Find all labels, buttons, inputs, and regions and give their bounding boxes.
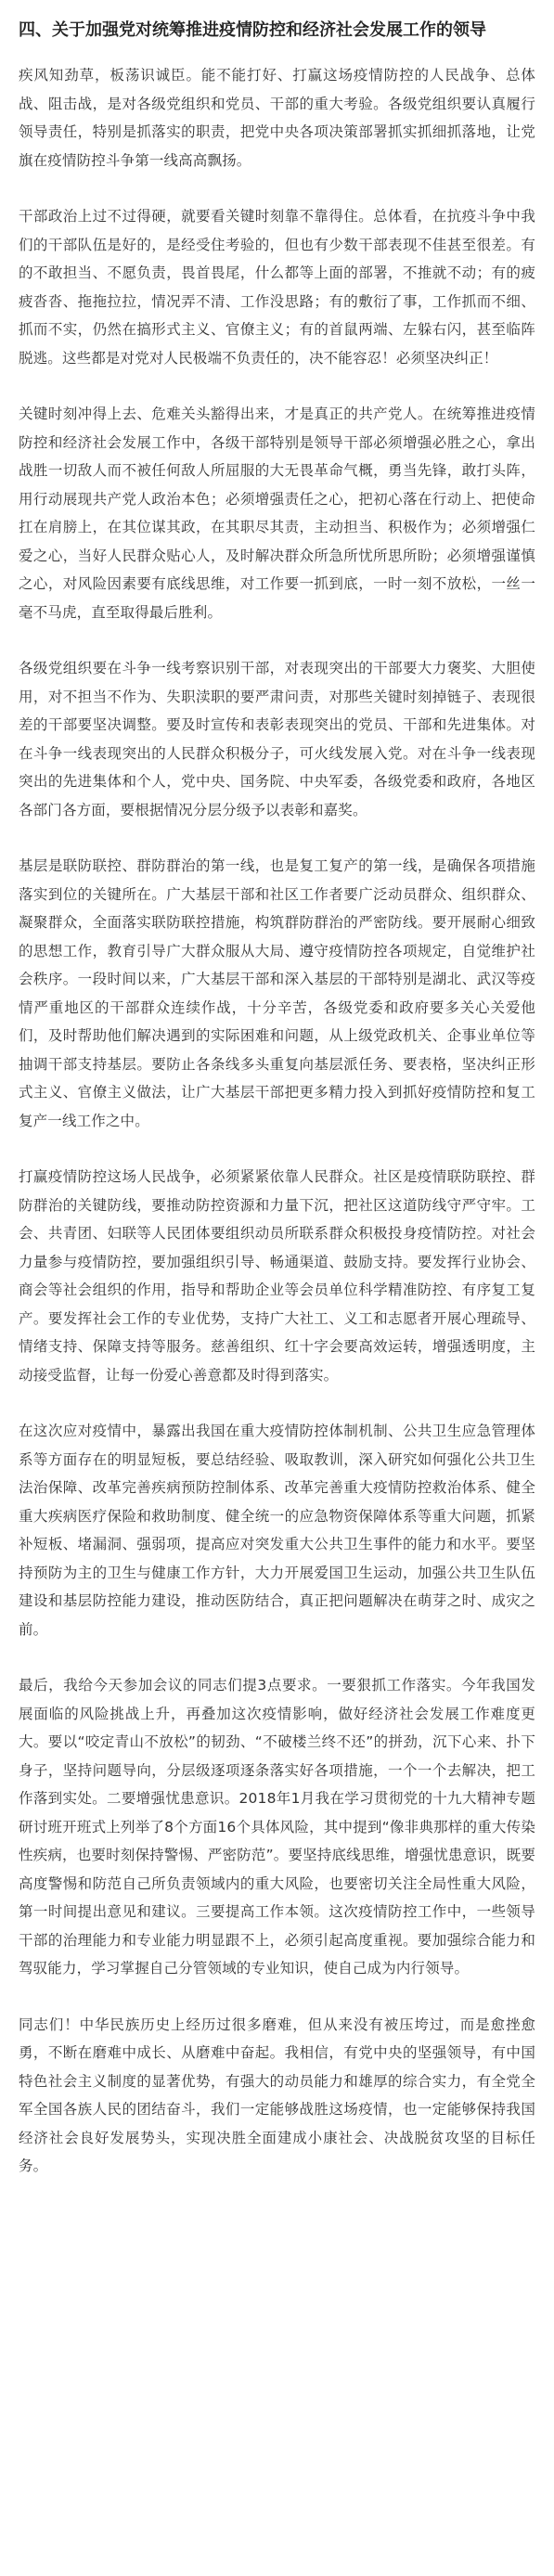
section-title: 四、关于加强党对统筹推进疫情防控和经济社会发展工作的领导	[19, 20, 486, 40]
paragraph-9: 同志们！中华民族历史上经历过很多磨难，但从来没有被压垮过，而是愈挫愈勇，不断在磨难中成长、从磨难中奋起。我相信，有党中央的坚强领导，有中国特色社会主义制度的显著优势，有强大的动员能力和雄厚的综合实力，有全党全军全国各族人民的团结奋斗，我们一定能够战胜这场疫情，也一定能够保持我国经济社会良好发展势头，实现决胜全面建成小康社会、决战脱贫攻坚的目标任务。	[19, 2016, 535, 2174]
paragraph-2: 干部政治上过不过得硬，就要看关键时刻靠不靠得住。总体看，在抗疫斗争中我们的干部队伍是好的，是经受住考验的，但也有少数干部表现不佳甚至很差。有的不敢担当、不愿负责，畏首畏尾，什么都等上面的部署，不推就不动；有的疲疲沓沓、拖拖拉拉，情况弄不清、工作没思路；有的敷衍了事，工作抓而不细、抓而不实，仍然在搞形式主义、官僚主义；有的首鼠两端、左躲右闪，甚至临阵脱逃。这些都是对党对人民极端不负责任的，决不能容忍！必须坚决纠正！	[19, 208, 535, 367]
paragraph-6: 打赢疫情防控这场人民战争，必须紧紧依靠人民群众。社区是疫情联防联控、群防群治的关键防线，要推动防控资源和力量下沉，把社区这道防线守严守牢。工会、共青团、妇联等人民团体要组织动员所联系群众积极投身疫情防控。对社会力量参与疫情防控，要加强组织引导、畅通渠道、鼓励支持。要发挥行业协会、商会等社会组织的作用，指导和帮助企业等会员单位科学精准防控、有序复工复产。要发挥社会工作的专业优势，支持广大社工、义工和志愿者开展心理疏导、情绪支持、保障支持等服务。慈善组织、红十字会要高效运转，增强透明度，主动接受监督，让每一份爱心善意都及时得到落实。	[19, 1168, 535, 1384]
paragraph-4: 各级党组织要在斗争一线考察识别干部，对表现突出的干部要大力褒奖、大胆使用，对不担当不作为、失职渎职的要严肃问责，对那些关键时刻掉链子、表现很差的干部要坚决调整。要及时宣传和表彰表现突出的党员、干部和先进集体。对在斗争一线表现突出的人民群众积极分子，可火线发展入党。对在斗争一线表现突出的先进集体和个人，党中央、国务院、中央军委，各级党委和政府，各地区各部门各方面，要根据情况分层分级予以表彰和嘉奖。	[19, 660, 535, 818]
paragraph-7: 在这次应对疫情中，暴露出我国在重大疫情防控体制机制、公共卫生应急管理体系等方面存在的明显短板，要总结经验、吸取教训，深入研究如何强化公共卫生法治保障、改革完善疾病预防控制体系、改革完善重大疫情防控救治体系、健全重大疾病医疗保险和救助制度、健全统一的应急物资保障体系等重大问题，抓紧补短板、堵漏洞、强弱项，提高应对突发重大公共卫生事件的能力和水平。要坚持预防为主的卫生与健康工作方针，大力开展爱国卫生运动，加强公共卫生队伍建设和基层防控能力建设，推动医防结合，真正把问题解决在萌芽之时、成灾之前。	[19, 1423, 535, 1638]
paragraph-3: 关键时刻冲得上去、危难关头豁得出来，才是真正的共产党人。在统筹推进疫情防控和经济社会发展工作中，各级干部特别是领导干部必须增强必胜之心，拿出战胜一切敌人而不被任何敌人所屈服的大无畏革命气概，勇当先锋，敢打头阵，用行动展现共产党人政治本色；必须增强责任之心，把初心落在行动上、把使命扛在肩膀上，在其位谋其政，在其职尽其责，主动担当、积极作为；必须增强仁爱之心，当好人民群众贴心人，及时解决群众所急所忧所思所盼；必须增强谨慎之心，对风险因素要有底线思维，对工作要一抓到底，一时一刻不放松，一丝一毫不马虎，直至取得最后胜利。	[19, 406, 535, 621]
paragraph-8: 最后，我给今天参加会议的同志们提3点要求。一要狠抓工作落实。今年我国发展面临的风险挑战上升，再叠加这次疫情影响，做好经济社会发展工作难度更大。要以“咬定青山不放松”的韧劲、“不破楼兰终不还”的拼劲，沉下心来、扑下身子，坚持问题导向，分层级逐项逐条落实好各项措施，一个一个去解决，把工作落到实处。二要增强忧患意识。2018年1月我在学习贯彻党的十九大精神专题研讨班开班式上列举了8个方面16个具体风险，其中提到“像非典那样的重大传染性疾病，也要时刻保持警惕、严密防范”。要坚持底线思维，增强忧患意识，既要高度警惕和防范自己所负责领域内的重大风险，也要密切关注全局性重大风险，第一时间提出意见和建议。三要提高工作本领。这次疫情防控工作中，一些领导干部的治理能力和专业能力明显跟不上，必须引起高度重视。要加强综合能力和驾驭能力，学习掌握自己分管领域的专业知识，使自己成为内行领导。	[19, 1677, 535, 1977]
paragraph-1: 疾风知劲草，板荡识诚臣。能不能打好、打赢这场疫情防控的人民战争、总体战、阻击战，是对各级党组织和党员、干部的重大考验。各级党组织要认真履行领导责任，特别是抓落实的职责，把党中央各项决策部署抓实抓细抓落地，让党旗在疫情防控斗争第一线高高飘扬。	[19, 67, 535, 169]
paragraph-5: 基层是联防联控、群防群治的第一线，也是复工复产的第一线，是确保各项措施落实到位的关键所在。广大基层干部和社区工作者要广泛动员群众、组织群众、凝聚群众，全面落实联防联控措施，构筑群防群治的严密防线。要开展耐心细致的思想工作，教育引导广大群众服从大局、遵守疫情防控各项规定，自觉维护社会秩序。一段时间以来，广大基层干部和深入基层的干部特别是湖北、武汉等疫情严重地区的干部群众连续作战，十分辛苦，各级党委和政府要多关心关爱他们，及时帮助他们解决遇到的实际困难和问题，从上级党政机关、企事业单位等抽调干部支持基层。要防止各条线多头重复向基层派任务、要表格，坚决纠正形式主义、官僚主义做法，让广大基层干部把更多精力投入到抓好疫情防控和复工复产一线工作之中。	[19, 857, 535, 1129]
